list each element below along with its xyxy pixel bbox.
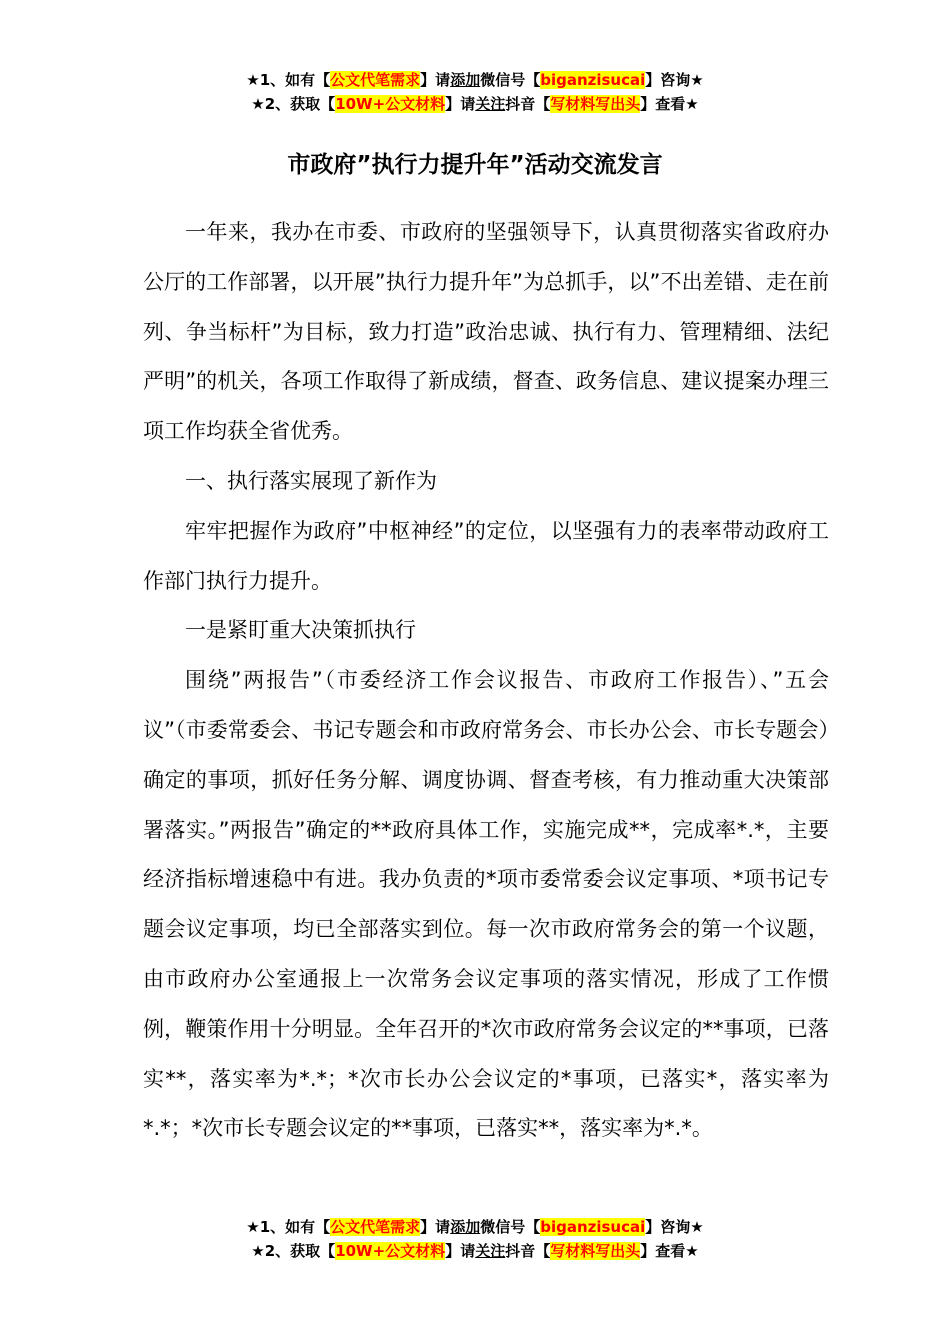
document-body	[143, 208, 829, 1154]
banner-text: 】查看★	[640, 1242, 699, 1260]
banner-text: 抖音【	[505, 1242, 551, 1260]
banner-underlined: 添加	[450, 1218, 481, 1236]
banner-highlight: 公文代笔需求	[330, 71, 421, 89]
banner-text: 】查看★	[640, 95, 699, 113]
banner-highlight: biganzisucai	[540, 1218, 646, 1236]
banner-text: 抖音【	[505, 95, 551, 113]
subsection-heading: 一是紧盯重大决策抓执行	[185, 618, 416, 643]
banner-underlined: 关注	[475, 1242, 506, 1260]
banner-highlight: 10W+公文材料	[335, 95, 446, 113]
banner-text: 微信号【	[480, 71, 541, 89]
footer-banner	[0, 1215, 950, 1263]
banner-highlight: 10W+公文材料	[335, 1242, 446, 1260]
banner-text: 】咨询★	[645, 1218, 704, 1236]
banner-line-1	[0, 68, 950, 92]
paragraph: 围绕”两报告”（市委经济工作会议报告、市政府工作报告）、”五会议”（市委常委会、书记专题会和市政府常务会、市长办公会、市长专题会）确定的事项，抓好任务分解、调度协调、督查考核，有力推动重大决策部署落实。”两报告”确定的**政府具体工作，实施完成**，完成率*.*，主要经济指标增速稳中有进。我办负责的*项市委常委会议定事项、*项书记专题会议定事项，均已全部落实到位。每一次市政府常务会的第一个议题，由市政府办公室通报上一次常务会议定事项的落实情况，形成了工作惯例，鞭策作用十分明显。全年召开的*次市政府常务会议定的**事项，已落实**，落实率为*.*；*次市长办公会议定的*事项，已落实*，落实率为*.*；*次市长专题会议定的**事项，已落实**，落实率为*.*。	[143, 668, 829, 1141]
header-banner	[0, 68, 950, 116]
paragraph-intro: 一年来，我办在市委、市政府的坚强领导下，认真贯彻落实省政府办公厅的工作部署，以开展”执行力提升年”为总抓手，以”不出差错、走在前列、争当标杆”为目标，致力打造”政治忠诚、执行有力、管理精细、法纪严明”的机关，各项工作取得了新成绩，督查、政务信息、建议提案办理三项工作均获全省优秀。	[143, 220, 829, 444]
document-title: 市政府”执行力提升年”活动交流发言	[287, 152, 663, 178]
banner-line-2	[0, 1239, 950, 1263]
paragraph: 牢牢把握作为政府”中枢神经”的定位，以坚强有力的表率带动政府工作部门执行力提升。	[143, 518, 829, 593]
banner-line-1	[0, 1215, 950, 1239]
banner-text: ★1、如有【	[246, 71, 331, 89]
banner-text: 】请	[420, 1218, 451, 1236]
banner-highlight: 写材料写出头	[550, 1242, 641, 1260]
banner-text: 微信号【	[480, 1218, 541, 1236]
banner-highlight: 公文代笔需求	[330, 1218, 421, 1236]
banner-line-2	[0, 92, 950, 116]
section-heading: 一、执行落实展现了新作为	[185, 468, 437, 493]
banner-text: ★1、如有【	[246, 1218, 331, 1236]
banner-text: ★2、获取【	[251, 1242, 336, 1260]
banner-highlight: 写材料写出头	[550, 95, 641, 113]
banner-text: 】请	[445, 95, 476, 113]
banner-highlight: biganzisucai	[540, 71, 646, 89]
banner-text: ★2、获取【	[251, 95, 336, 113]
banner-text: 】咨询★	[645, 71, 704, 89]
banner-text: 】请	[420, 71, 451, 89]
banner-underlined: 关注	[475, 95, 506, 113]
banner-underlined: 添加	[450, 71, 481, 89]
banner-text: 】请	[445, 1242, 476, 1260]
